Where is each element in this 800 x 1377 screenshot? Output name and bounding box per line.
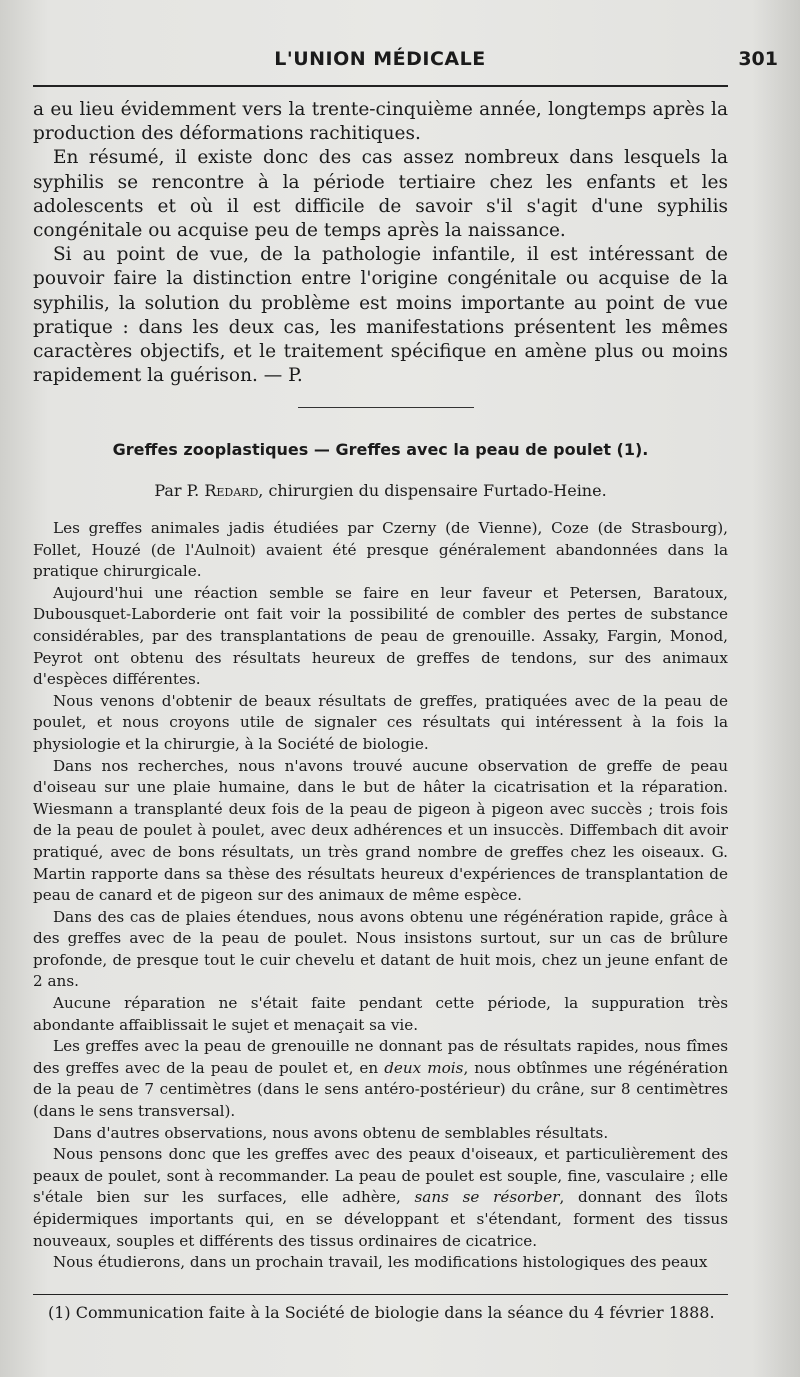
byline-suffix: , chirurgien du dispensaire Furtado-Heine. [258, 481, 607, 500]
italic-run: sans se résorber [414, 1188, 560, 1207]
author-name: Redard [204, 481, 259, 500]
paragraph: Dans des cas de plaies étendues, nous avons obtenu une régénération rapide, grâce à des greffes avec de la peau de poulet. Nous insistons surtout, sur un cas de brûlure profonde, de presque tout le cuir chevelu et datant de huit mois, chez un jeune enfant de 2 ans. [33, 907, 728, 991]
running-head [0, 48, 800, 74]
text-run: , nous obtînmes une régénération de la peau de 7 centimètres (dans le sens antéro-postérieur) du crâne, sur 8 centimètres (dans le sens transversal). [33, 1058, 728, 1121]
journal-title: L'UNION MÉDICALE [274, 48, 486, 70]
footnote-text: Communication faite à la Société de biologie dans la séance du 4 février 1888. [70, 1303, 715, 1322]
paragraph: En résumé, il existe donc des cas assez nombreux dans lesquels la syphilis se rencontre à la période tertiaire chez les enfants et les adolescents et où il est difficile de savoir s'il s'agit d'une syphilis congénitale ou acquise peu de temps après la naissance. [33, 147, 728, 242]
header-rule [33, 85, 728, 87]
paragraph: Les greffes animales jadis étudiées par Czerny (de Vienne), Coze (de Strasbourg), Follet, Houzé (de l'Aulnoit) avaient été presque généralement abandonnées dans la pratique chirurgicale. [33, 519, 728, 581]
paragraph: a eu lieu évidemment vers la trente-cinquième année, longtemps après la production des déformations rachitiques. [33, 99, 728, 145]
paragraph [33, 1144, 728, 1252]
article-body [33, 518, 728, 1274]
article-title: Greffes zooplastiques — Greffes avec la peau de poulet (1). [112, 440, 649, 459]
text-run: Les greffes avec la peau de grenouille ne donnant pas de résultats rapides, nous fîmes des greffes avec de la peau de poulet et, en [33, 1037, 728, 1077]
footnote [48, 1303, 728, 1322]
text-run: , donnant des îlots épidermiques importants qui, en se développant et s'étendant, forment des tissus nouveaux, souples et différents des tissus ordinaires de cicatrice. [33, 1188, 728, 1250]
page-number: 301 [738, 48, 778, 70]
article-byline [33, 481, 728, 500]
paragraph: Nous étudierons, dans un prochain travail, les modifications histologiques des peaux [53, 1253, 708, 1272]
paragraph: Dans nos recherches, nous n'avons trouvé aucune observation de greffe de peau d'oiseau sur une plaie humaine, dans le but de hâter la cicatrisation et la réparation. Wiesmann a transplanté deux fois de la peau de pigeon à pigeon avec succès ; trois fois de la peau de poulet à poulet, avec deux adhérences et un insuccès. Diffembach dit avoir pratiqué, avec de bons résultats, un très grand nombre de greffes chez les oiseaux. G. Martin rapporte dans sa thèse des résultats heureux d'expériences de transplantation de peau de canard et de pigeon sur des animaux de même espèce. [33, 756, 728, 905]
paragraph [33, 1036, 728, 1122]
italic-run: deux mois [384, 1058, 464, 1077]
paragraph: Aucune réparation ne s'était faite pendant cette période, la suppuration très abondante affaiblissait le sujet et menaçait sa vie. [33, 994, 728, 1034]
paragraph: Dans d'autres observations, nous avons obtenu de semblables résultats. [53, 1123, 609, 1142]
section-separator [298, 407, 474, 408]
text-run: Nous pensons donc que les greffes avec des peaux d'oiseaux, et particulièrement des peaux de poulet, sont à recommander. La peau de poulet est souple, fine, vasculaire ; elle s'étale bien sur les surfaces, elle adhère, [33, 1145, 728, 1207]
byline-prefix: Par P. [154, 481, 200, 500]
paragraph: Aujourd'hui une réaction semble se faire en leur faveur et Petersen, Baratoux, Dubousquet-Laborderie ont fait voir la possibilité de combler des pertes de substance considérables, par des transplantations de peau de grenouille. Assaky, Fargin, Monod, Peyrot ont obtenu des résultats heureux de greffes de tendons, sur des animaux d'espèces différentes. [33, 583, 728, 689]
paragraph: Si au point de vue, de la pathologie infantile, il est intéressant de pouvoir faire la distinction entre l'origine congénitale ou acquise de la syphilis, la solution du problème est moins importante au point de vue pratique : dans les deux cas, les manifestations présentent les mêmes caractères objectifs, et le traitement spécifique en amène plus ou moins rapidement la guérison. — P. [33, 244, 728, 387]
footnote-mark: (1) [48, 1303, 71, 1322]
paragraph: Nous venons d'obtenir de beaux résultats de greffes, pratiquées avec de la peau de poulet, et nous croyons utile de signaler ces résultats qui intéressent à la fois la physiologie et la chirurgie, à la Société de biologie. [33, 691, 728, 753]
previous-article-end [33, 98, 728, 388]
footnote-rule [33, 1294, 728, 1295]
